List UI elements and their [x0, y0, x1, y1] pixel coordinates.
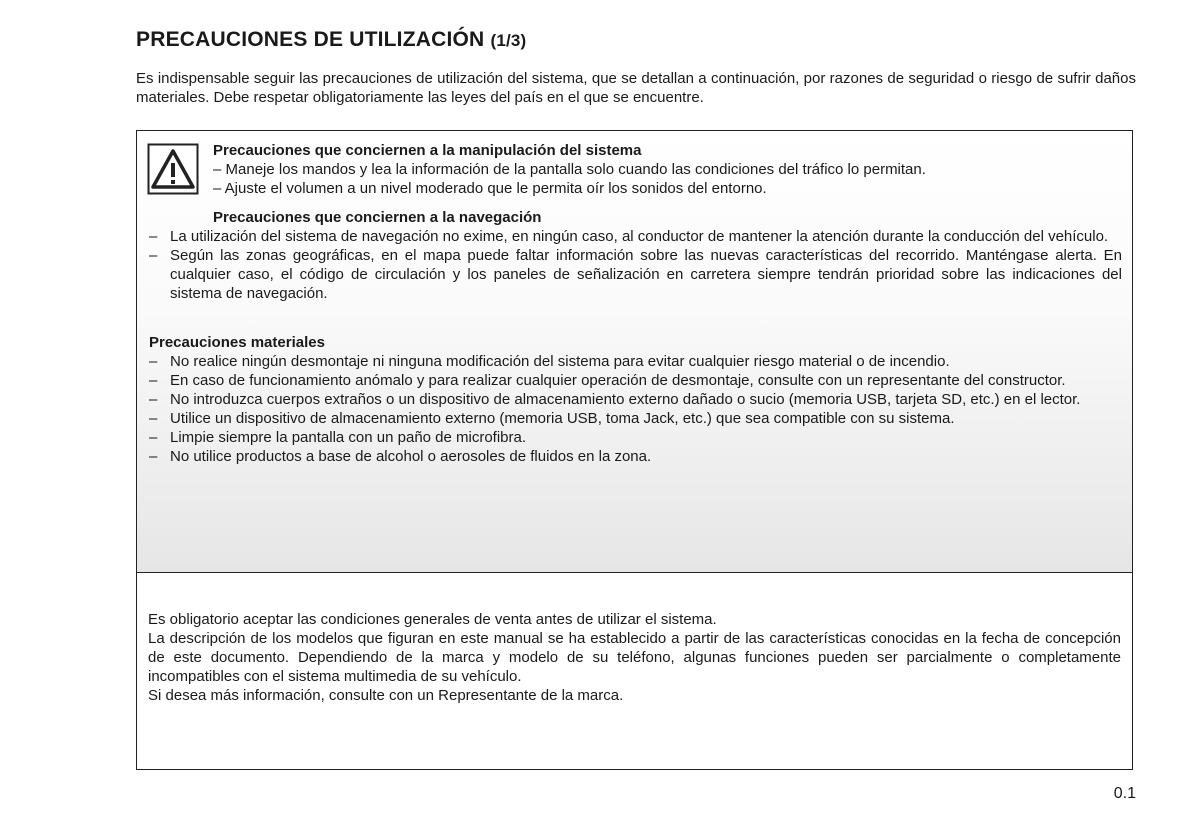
list-item: – No introduzca cuerpos extraños o un dispositivo de almacenamiento externo dañado o sucio (memoria USB, tarjeta SD, etc.) en el lector. — [149, 390, 1122, 409]
page-title-text: PRECAUCIONES DE UTILIZACIÓN — [136, 28, 485, 51]
info-paragraph: Si desea más información, consulte con un Representante de la marca. — [148, 687, 624, 704]
list-item: – Según las zonas geográficas, en el mapa puede faltar información sobre las nuevas características del recorrido. Manténgase alerta. En cualquier caso, el código de circulación y los paneles de señalización en carretera siempre tendrán prioridad sobre las indicaciones del sistema de navegación. — [149, 246, 1122, 303]
info-box — [136, 572, 1133, 770]
page-pager: (1/3) — [490, 31, 527, 50]
manipulation-line: – Maneje los mandos y lea la información de la pantalla solo cuando las condiciones del tráfico lo permitan. — [213, 161, 926, 178]
info-paragraph: La descripción de los modelos que figuran en este manual se ha establecido a partir de las características conocidas en la fecha de concepción de este documento. Dependiendo de la marca y modelo de su teléfono, algunas funciones pueden ser parcialmente o completamente incompatibles con el sistema multimedia de su vehículo. — [148, 630, 1121, 685]
info-text — [148, 610, 1121, 705]
page-title — [136, 28, 526, 52]
navigation-heading: Precauciones que conciernen a la navegación — [213, 209, 542, 226]
list-item: – Limpie siempre la pantalla con un paño de microfibra. — [149, 428, 1122, 447]
intro-paragraph: Es indispensable seguir las precauciones de utilización del sistema, que se detallan a continuación, por razones de seguridad o riesgo de sufrir daños materiales. Debe respetar obligatoriamente las leyes del país en el que se encuentre. — [136, 70, 1136, 106]
info-paragraph: Es obligatorio aceptar las condiciones generales de venta antes de utilizar el sistema. — [148, 611, 717, 628]
warning-box — [136, 130, 1133, 572]
page-number: 0.1 — [1113, 785, 1136, 802]
manipulation-heading: Precauciones que conciernen a la manipulación del sistema — [213, 142, 642, 159]
list-item: – No realice ningún desmontaje ni ninguna modificación del sistema para evitar cualquier riesgo material o de incendio. — [149, 352, 1122, 371]
list-item: – No utilice productos a base de alcohol o aerosoles de fluidos en la zona. — [149, 447, 1122, 466]
list-item: – Utilice un dispositivo de almacenamiento externo (memoria USB, toma Jack, etc.) que sea compatible con su sistema. — [149, 409, 1122, 428]
list-item: – En caso de funcionamiento anómalo y para realizar cualquier operación de desmontaje, consulte con un representante del constructor. — [149, 371, 1122, 390]
navigation-list — [149, 227, 1122, 303]
materials-list — [149, 352, 1122, 466]
materials-heading: Precauciones materiales — [149, 334, 325, 351]
list-item: – La utilización del sistema de navegación no exime, en ningún caso, al conductor de mantener la atención durante la conducción del vehículo. — [149, 227, 1122, 246]
manipulation-line: – Ajuste el volumen a un nivel moderado que le permita oír los sonidos del entorno. — [213, 180, 767, 197]
warning-triangle-icon — [147, 143, 199, 195]
